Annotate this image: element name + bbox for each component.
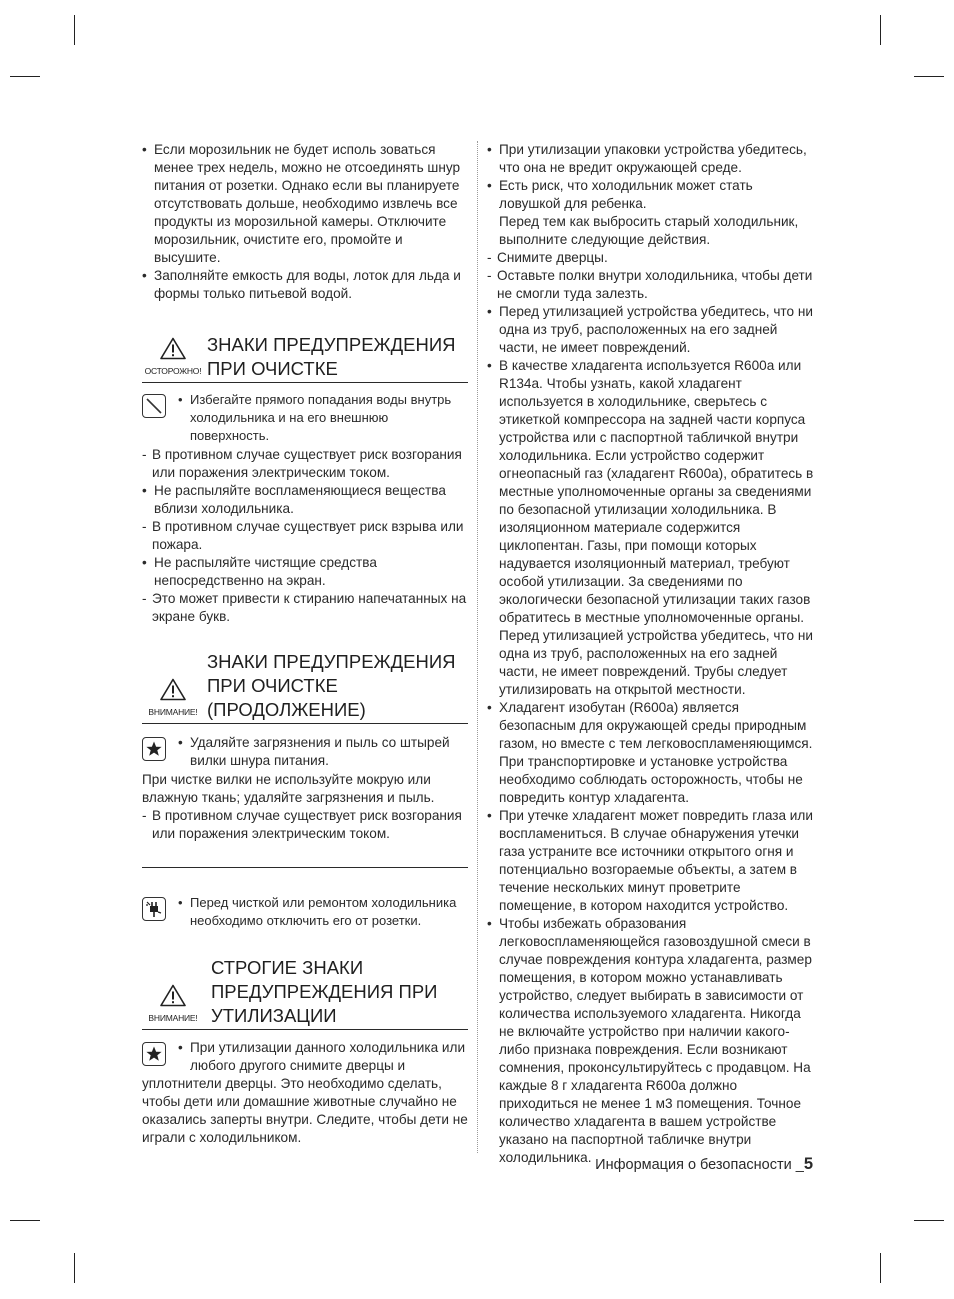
list-item: • Хладагент изобутан (R600a) является безопасным для окружающей среды природным газом, но вместе с тем легковоспламеняющимся. При транспортировке и установке устройства необходимо соблюдать осторожность, чтобы не повредить контур хладагента.: [487, 699, 817, 807]
paragraph: При чистке вилки не используйте мокрую или влажную ткань; удаляйте загрязнения и пыль.: [142, 772, 435, 805]
crop-mark: [10, 76, 40, 77]
warning-triangle-icon: [160, 678, 186, 701]
list-item: • Не распыляйте чистящие средства непосредственно на экран.: [142, 554, 468, 590]
list-item: • Избегайте прямого попадания воды внутрь холодильника и на его внешнюю поверхность.: [178, 391, 468, 445]
paragraph: Перед тем как выбросить старый холодильник, выполните следующие действия.: [499, 214, 799, 247]
column-divider: [477, 141, 478, 1153]
list-item: - В противном случае существует риск взрыва или пожара.: [142, 518, 468, 554]
crop-mark: [880, 15, 881, 45]
list-item: • Перед утилизацией устройства убедитесь, что ни одна из труб, расположенных на его задней части, не имеет повреждений.: [487, 303, 817, 357]
plug-clean-note: [142, 734, 468, 770]
list-item: • При утилизации упаковки устройства убедитесь, что она не вредит окружающей среде.: [487, 141, 817, 177]
section-heading-disposal: [142, 956, 468, 1030]
separator-line: [142, 867, 468, 868]
section-title-line: ЗНАКИ ПРЕДУПРЕЖДЕНИЯ: [207, 334, 456, 355]
warning-badge: [142, 678, 204, 717]
right-column: [487, 141, 817, 1167]
warning-label: ОСТОРОЖНО!: [144, 366, 202, 376]
page-number: 5: [803, 1155, 813, 1173]
crop-mark: [914, 1220, 944, 1221]
list-item: • Удаляйте загрязнения и пыль со штырей вилки шнура питания.: [178, 734, 468, 770]
section-title-line: ПРИ ОЧИСТКЕ: [207, 358, 338, 379]
left-column: [142, 141, 468, 1147]
unplug-note: [142, 894, 468, 930]
section-title: [207, 333, 468, 382]
warning-badge: [142, 337, 204, 376]
disposal-note: [142, 1039, 468, 1075]
list-item: • В качестве хладагента используется R600a или R134a. Чтобы узнать, какой хладагент используется в холодильнике, сверьтесь с этикеткой компрессора на задней части корпуса устройства или с паспортной табличкой внутри холодильника. Если устройство содержит огнеопасный газ (хладагент R600a), обратитесь в местные уполномоченные органы за сведениями по безопасной утилизации холодильника. В изоляционном материале содержится циклопентан. Газы, при помощи которых надувается изоляционный материал, требуют особой утилизации. За сведениями по экологически безопасной утилизации таких газов обратитесь в местные уполномоченные органы. Перед утилизацией устройства убедитесь, что ни одна из труб, расположенных на его задней части, не имеет повреждений. Трубы следует утилизировать на открытой местности.: [487, 357, 817, 699]
warning-label: ВНИМАНИЕ!: [148, 1013, 198, 1023]
no-water-note: [142, 391, 468, 445]
crop-mark: [880, 1253, 881, 1283]
warning-triangle-icon: [160, 337, 186, 360]
section-title-line: СТРОГИЕ ЗНАКИ: [211, 957, 364, 978]
list-item: • Заполняйте емкость для воды, лоток для льда и формы только питьевой водой.: [142, 267, 468, 303]
list-item: - Это может привести к стиранию напечатанных на экране букв.: [142, 590, 468, 626]
footer-section-title: Информация о безопасности _: [595, 1157, 804, 1173]
list-item: • При утечке хладагент может повредить глаза или воспламениться. В случае обнаружения утечки газа устраните все источники открытого огня и потенциально возгораемые объекты, а затем в течение нескольких минут проветрите помещение, в котором находится устройство.: [487, 807, 817, 915]
crop-mark: [74, 15, 75, 45]
section-title-line: ПРИ ОЧИСТКЕ: [207, 675, 338, 696]
paragraph: уплотнители дверцы. Это необходимо сделать, чтобы дети или домашние животные случайно не оказались заперты внутри. Следите, чтобы дети не играли с холодильником.: [142, 1076, 468, 1145]
section-title-line: ПРЕДУПРЕЖДЕНИЯ ПРИ: [211, 981, 438, 1002]
warning-label: ВНИМАНИЕ!: [148, 707, 198, 717]
star-icon: [142, 1042, 166, 1066]
list-item: - Снимите дверцы.: [487, 249, 817, 267]
crop-mark: [74, 1253, 75, 1283]
list-item: • Чтобы избежать образования легковоспламеняющейся газовоздушной смеси в случае повреждения контура хладагента, размер помещения, в котором можно устанавливать устройство, следует выбирать в зависимости от количества используемого хладагента. Никогда не включайте устройство при наличии какого-либо признака повреждения. Если возникают сомнения, проконсультируйтесь с продавцом. На каждые 8 г хладагента R600a должно приходиться не менее 1 м3 помещения. Точное количество хладагента в вашем устройстве указано на паспортной табличке внутри холодильника.: [487, 915, 817, 1167]
list-item: • Перед чисткой или ремонтом холодильника необходимо отключить его от розетки.: [178, 894, 468, 930]
list-item: - Оставьте полки внутри холодильника, чтобы дети не смогли туда залезть.: [487, 267, 817, 303]
prohibited-icon: [142, 394, 166, 418]
warning-triangle-icon: [160, 984, 186, 1007]
unplug-icon: [142, 897, 166, 921]
list-item: - В противном случае существует риск возгорания или поражения электрическим током.: [142, 807, 468, 843]
page-footer: [595, 1155, 813, 1174]
star-icon: [142, 737, 166, 761]
section-heading-cleaning-cont: [142, 650, 468, 724]
crop-mark: [914, 76, 944, 77]
list-item: • Если морозильник не будет исполь зоваться менее трех недель, можно не отсоединять шнур питания от розетки. Однако если вы планируете отсутствовать дольше, необходимо извлечь все продукты из морозильной камеры. Отключите морозильник, очистите его, промойте и высушите.: [142, 141, 468, 267]
section-title-line: ЗНАКИ ПРЕДУПРЕЖДЕНИЯ: [207, 651, 456, 672]
section-title-line: УТИЛИЗАЦИИ: [211, 1005, 337, 1026]
list-item: • Не распыляйте воспламеняющиеся вещества вблизи холодильника.: [142, 482, 468, 518]
section-title: [207, 650, 468, 723]
list-item: • Есть риск, что холодильник может стать ловушкой для ребенка.: [487, 177, 817, 213]
section-title-line: (ПРОДОЛЖЕНИЕ): [207, 699, 366, 720]
section-title: [211, 956, 468, 1029]
warning-badge: [142, 984, 204, 1023]
list-item: - В противном случае существует риск возгорания или поражения электрическим током.: [142, 446, 468, 482]
section-heading-cleaning: [142, 333, 468, 383]
list-item: • При утилизации данного холодильника или любого другого снимите дверцы и: [178, 1039, 468, 1075]
crop-mark: [10, 1220, 40, 1221]
